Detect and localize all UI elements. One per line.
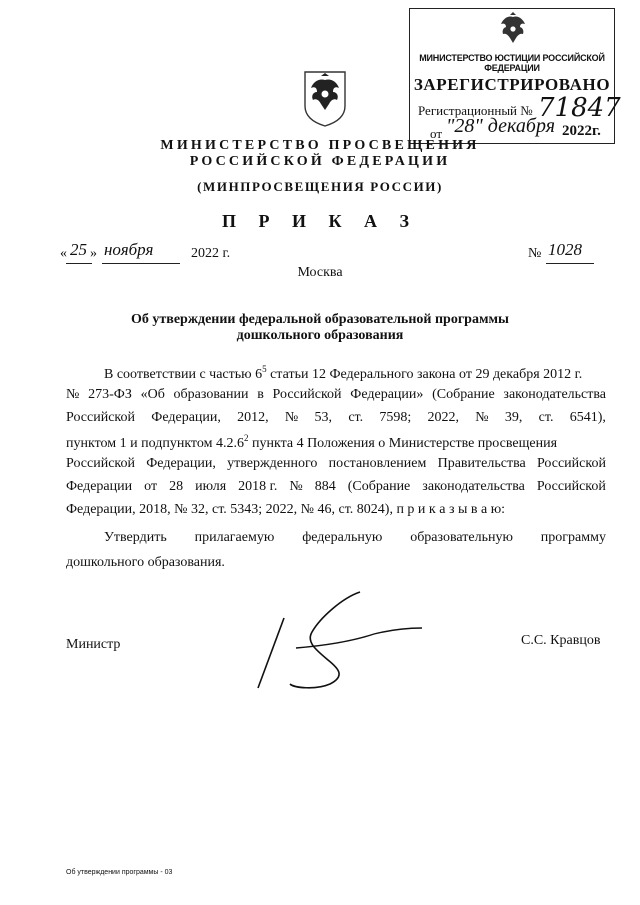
- body-word: (Собрание: [347, 479, 411, 494]
- body-line-4-post: пункта 4 Положения о Министерстве просвещения: [248, 436, 558, 451]
- body-word: Российской: [272, 387, 342, 402]
- body-word: Российской: [66, 456, 135, 471]
- stamp-from-label: от: [430, 126, 443, 141]
- date-underline: [66, 263, 92, 264]
- body-word: ст.: [538, 410, 554, 425]
- registration-stamp: [409, 8, 621, 144]
- body-word: законодательства: [422, 479, 525, 494]
- handwritten-signature: [250, 588, 440, 698]
- body-line-4: [66, 433, 606, 452]
- body-word: 28: [169, 479, 184, 494]
- body-word: 6541),: [569, 410, 606, 425]
- body-word: №: [289, 479, 303, 494]
- body-line-2: [66, 387, 606, 403]
- body-word: прилагаемую: [194, 530, 275, 545]
- body-line-4-pre: пунктом 1 и подпунктом 4.2.6: [66, 436, 244, 451]
- body-word: законодательства: [503, 387, 606, 402]
- body-word: 273-ФЗ: [88, 387, 132, 402]
- body-word: образовании: [173, 387, 249, 402]
- body-word: Федерации: [66, 479, 133, 494]
- stamp-ministry: МИНИСТЕРСТВО ЮСТИЦИИ РОССИЙСКОЙ ФЕДЕРАЦИИ: [419, 53, 605, 73]
- body-word: №: [66, 387, 80, 402]
- number-underline: [546, 263, 594, 264]
- body-word: утвержденного: [227, 456, 318, 471]
- body-line-9: дошкольного образования.: [66, 555, 225, 570]
- body-word: «Об: [140, 387, 165, 402]
- body-word: (Собрание: [432, 387, 495, 402]
- body-word: Правительства: [437, 456, 526, 471]
- stamp-reg-number-label: Регистрационный №: [418, 103, 533, 118]
- stamp-emblem-icon: [496, 11, 530, 49]
- body-word: Федерации,: [151, 410, 221, 425]
- order-number: 1028: [548, 240, 582, 259]
- ministry-name-line1: МИНИСТЕРСТВО ПРОСВЕЩЕНИЯ: [160, 138, 480, 153]
- body-word: 2022,: [427, 410, 460, 425]
- body-word: 884: [314, 479, 336, 494]
- signer-position: Министр: [66, 637, 121, 652]
- body-word: 7598;: [379, 410, 412, 425]
- body-line-8: [104, 530, 606, 546]
- body-word: 53,: [314, 410, 333, 425]
- order-year: 2022 г.: [191, 246, 231, 261]
- body-word: федеральную: [302, 530, 383, 545]
- body-word: Российской: [536, 456, 606, 471]
- body-word: 2012,: [237, 410, 269, 425]
- coat-of-arms-emblem: [301, 66, 349, 128]
- order-month: ноября: [104, 240, 154, 259]
- order-city: Москва: [297, 265, 343, 280]
- body-word: от: [144, 479, 158, 494]
- body-word: 39,: [504, 410, 523, 425]
- stamp-reg-date: "28" декабря: [446, 115, 555, 137]
- order-title-line2: дошкольного образования: [236, 328, 404, 343]
- body-word: №: [475, 410, 489, 425]
- body-word: Федерации,: [146, 456, 216, 471]
- order-title-line1: Об утверждении федеральной образовательной программы: [131, 312, 509, 327]
- body-word: в: [257, 387, 264, 402]
- body-word: Федерации»: [350, 387, 424, 402]
- body-line-3: [66, 410, 606, 426]
- date-quote-open: «: [60, 246, 67, 261]
- body-line-6: [66, 479, 606, 495]
- body-line-1-pre: В соответствии с частью 6: [104, 367, 263, 382]
- order-day: 25: [70, 240, 87, 259]
- body-word: Российской: [536, 479, 606, 494]
- footer-code: Об утверждении программы - 03: [66, 869, 173, 876]
- body-word: Российской: [66, 410, 135, 425]
- body-word: программу: [540, 530, 606, 545]
- body-line-1: [104, 364, 606, 383]
- stamp-reg-number: 71847: [538, 93, 621, 123]
- month-underline: [102, 263, 180, 264]
- body-line-4-sup: 2: [243, 433, 249, 443]
- body-word: образовательную: [410, 530, 513, 545]
- ministry-short-name: (МИНПРОСВЕЩЕНИЯ РОССИИ): [197, 179, 443, 194]
- body-word: №: [284, 410, 299, 425]
- stamp-reg-year: 2022г.: [562, 123, 601, 139]
- order-number-label: №: [528, 246, 542, 261]
- body-word: постановлением: [328, 456, 427, 471]
- body-word: 2018 г.: [238, 479, 278, 494]
- document-type: П Р И К А З: [221, 211, 419, 231]
- stamp-registered: ЗАРЕГИСТРИРОВАНО: [413, 75, 611, 94]
- body-line-7: Федерации, 2018, № 32, ст. 5343; 2022, № 46, ст. 8024), п р и к а з ы в а ю:: [66, 502, 506, 517]
- body-word: ст.: [348, 410, 364, 425]
- signer-name: С.С. Кравцов: [521, 633, 601, 648]
- ministry-name-line2: РОССИЙСКОЙ ФЕДЕРАЦИИ: [189, 154, 451, 169]
- body-word: июля: [195, 479, 227, 494]
- body-line-1-post: статьи 12 Федерального закона от 29 декабря 2012 г.: [266, 367, 583, 382]
- body-word: Утвердить: [104, 530, 167, 545]
- date-quote-close: »: [90, 246, 97, 261]
- body-line-1-sup: 5: [262, 364, 267, 374]
- body-line-5: [66, 456, 606, 472]
